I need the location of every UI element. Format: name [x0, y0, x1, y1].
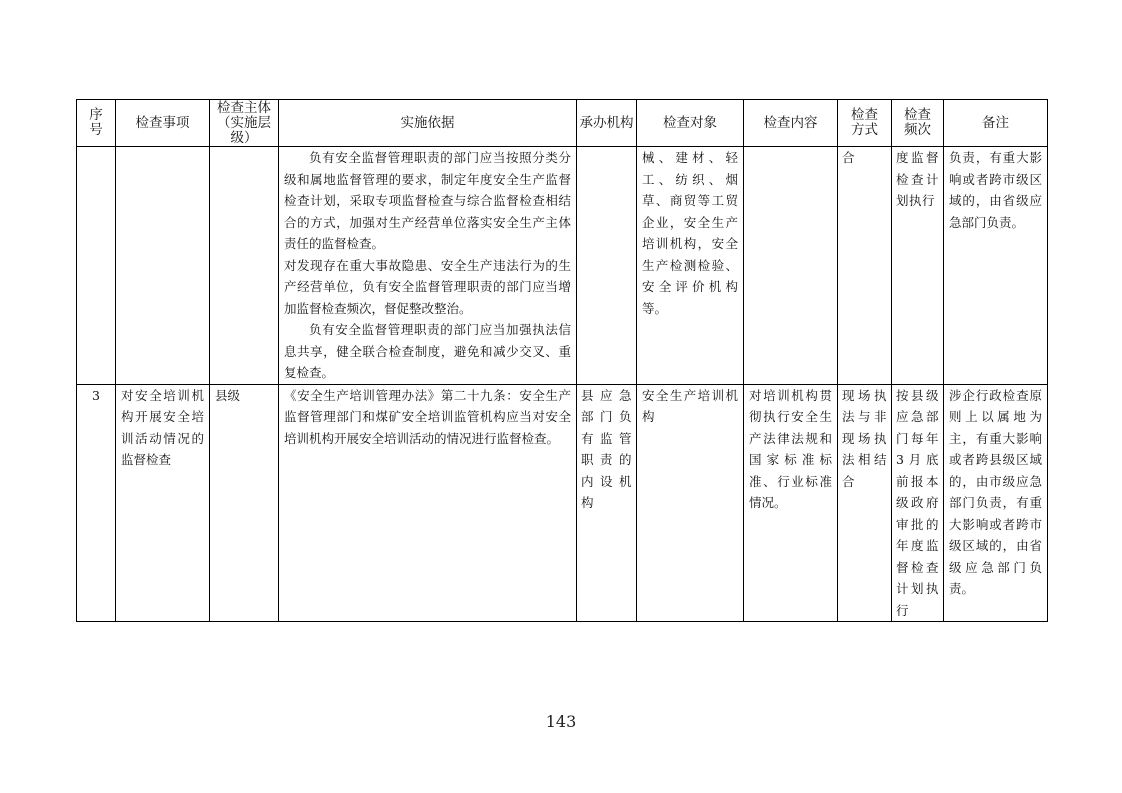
header-seq: 序号: [77, 100, 116, 147]
row-org: [577, 384, 637, 622]
row-subject-text: 县级: [215, 387, 241, 403]
row-target: [637, 147, 744, 385]
row-method-text: 合: [842, 150, 856, 165]
row-frequency: [892, 384, 944, 622]
row-item: [116, 384, 210, 622]
header-method: 检查方式: [838, 100, 892, 147]
header-target: 检查对象: [637, 100, 744, 147]
basis-paragraph: 负有安全监督管理职责的部门应当加强执法信息共享，健全联合检查制度，避免和减少交叉、重复检查。: [284, 322, 571, 380]
row-method-text: 现场执法与非现场执法相结合: [842, 387, 887, 489]
row-note: [944, 384, 1048, 622]
row-subject: [210, 384, 279, 622]
row-content: [744, 384, 838, 622]
basis-paragraph: 对发现存在重大事故隐患、安全生产违法行为的生产经营单位，负有安全监督管理职责的部门应当增加监督检查频次，督促整改整治。: [284, 257, 571, 316]
basis-paragraph: 《安全生产培训管理办法》第二十九条：安全生产监督管理部门和煤矿安全培训监管机构应当对安全培训机构开展安全培训活动的情况进行监督检查。: [284, 387, 571, 446]
row-note: [944, 147, 1048, 385]
header-item: 检查事项: [116, 100, 210, 147]
row-method: [838, 384, 892, 622]
header-frequency: 检查频次: [892, 100, 944, 147]
row-frequency-text: 度监督检查计划执行: [896, 150, 939, 208]
header-org: 承办机构: [577, 100, 637, 147]
row-org-text: 县应急部门负有监管职责的内设机构: [581, 387, 632, 510]
row-item: [116, 147, 210, 385]
row-seq: 3: [77, 384, 116, 622]
header-basis: 实施依据: [279, 100, 577, 147]
table-row: [77, 384, 1048, 622]
row-target-text: 械、建材、轻工、纺织、烟草、商贸等工贸企业，安全生产培训机构，安全生产检测检验、安全评价机构等。: [642, 150, 738, 316]
row-org: [577, 147, 637, 385]
header-content: 检查内容: [744, 100, 838, 147]
row-subject: [210, 147, 279, 385]
page-number: 143: [545, 712, 577, 731]
table-row: [77, 147, 1048, 385]
row-method: [838, 147, 892, 385]
row-note-text: 涉企行政检查原则上以属地为主，有重大影响或者跨县级区域的，由市级应急部门负责，有重大影响或者跨市级区域的，由省级应急部门负责。: [949, 387, 1042, 596]
table-header-row: [77, 100, 1048, 147]
inspection-table: [76, 99, 1048, 622]
row-item-text: 对安全培训机构开展安全培训活动情况的监督检查: [121, 387, 204, 467]
row-content: [744, 147, 838, 385]
row-target-text: 安全生产培训机构: [642, 387, 738, 424]
row-frequency: [892, 147, 944, 385]
row-frequency-text: 按县级应急部门每年3月底前报本级政府审批的年度监督检查计划执行: [896, 387, 939, 618]
row-content-text: 对培训机构贯彻执行安全生产法律法规和国家标准标准、行业标准情况。: [749, 387, 832, 510]
row-basis: [279, 147, 577, 385]
row-note-text: 负责，有重大影响或者跨市级区域的，由省级应急部门负责。: [949, 150, 1042, 230]
row-target: [637, 384, 744, 622]
basis-paragraph: 负有安全监督管理职责的部门应当按照分类分级和属地监督管理的要求，制定年度安全生产监督检查计划，采取专项监督检查与综合监督检查相结合的方式，加强对生产经营单位落实安全生产主体责任的监督检查。: [284, 150, 571, 251]
row-seq: [77, 147, 116, 385]
row-basis: [279, 384, 577, 622]
header-subject: 检查主体（实施层级）: [210, 100, 279, 147]
header-note: 备注: [944, 100, 1048, 147]
